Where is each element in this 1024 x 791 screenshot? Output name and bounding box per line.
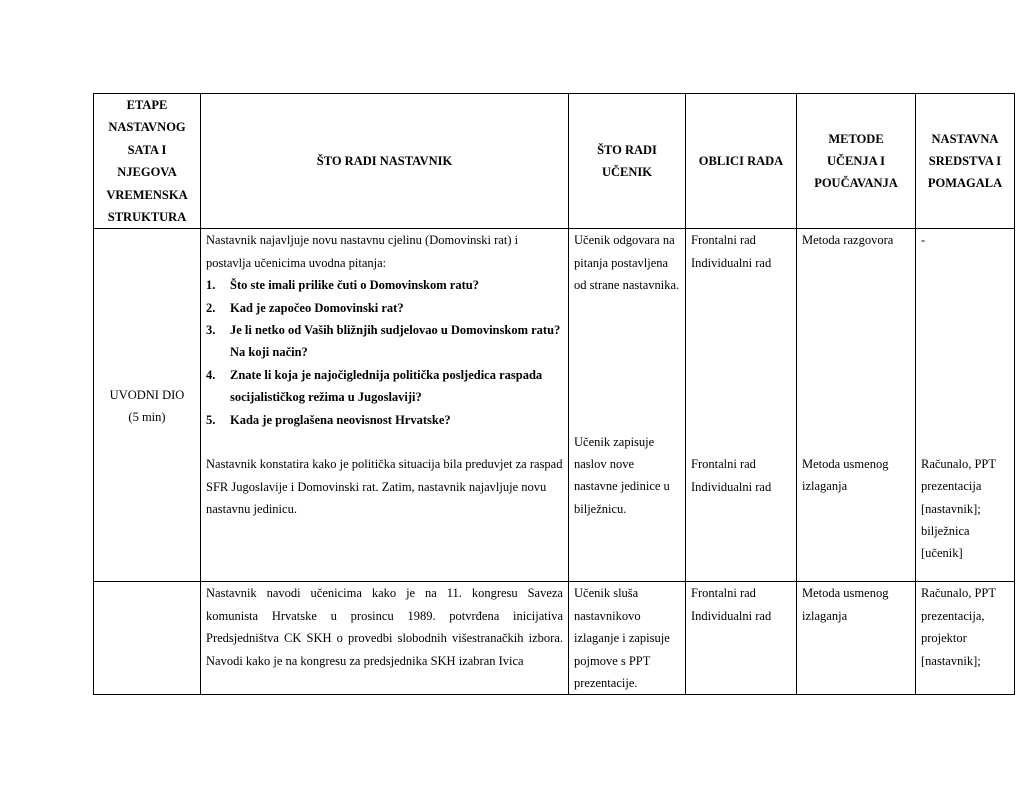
work-forms-cell: Frontalni rad Individualni rad Frontalni rad Individualni rad <box>686 229 797 582</box>
list-item: 4. Znate li koja je najočiglednija politička posljedica raspada socijalističkog režima u Jugoslaviji? <box>206 367 543 405</box>
stage-cell <box>94 229 201 582</box>
resources-second: Računalo, PPT prezentacija [nastavnik]; bilježnica [učenik] <box>921 456 996 561</box>
lesson-plan-table <box>93 93 1015 695</box>
header-methods: METODE UČENJA I POUČAVANJA <box>797 94 916 229</box>
header-teacher: ŠTO RADI NASTAVNIK <box>201 94 569 229</box>
resources-first: - <box>921 233 926 248</box>
header-resources: NASTAVNA SREDSTVA I POMAGALA <box>916 94 1015 229</box>
header-student: ŠTO RADI UČENIK <box>569 94 686 229</box>
resources-cell <box>916 229 1015 582</box>
resources-cell: Računalo, PPT prezentacija, projektor [nastavnik]; <box>916 582 1015 695</box>
teacher-activity-cell <box>201 229 569 582</box>
stage-name: UVODNI DIO <box>109 388 185 403</box>
header-work-forms: OBLICI RADA <box>686 94 797 229</box>
intro-questions-list <box>206 274 563 431</box>
stage-duration: (5 min) <box>128 410 166 425</box>
student-second-text: Učenik zapisuje naslov nove nastavne jedinice u bilježnicu. <box>574 434 670 516</box>
list-item: 2. Kad je započeo Domovinski rat? <box>206 300 404 315</box>
teacher-activity-cell: Nastavnik navodi učenicima kako je na 11. kongresu Saveza komunista Hrvatske u prosincu 1989. potvrđena inicijativa Predsjedništva CK SKH o provedbi slobodnih višestranačkih izbora. Navodi kako je na kongresu za predsjednika SKH izabran Ivica <box>201 582 569 695</box>
methods-cell <box>797 229 916 582</box>
student-activity-cell: Učenik sluša nastavnikovo izlaganje i zapisuje pojmove s PPT prezentacije. <box>569 582 686 695</box>
list-item: 3. Je li netko od Vaših bližnjih sudjelovao u Domovinskom ratu? Na koji način? <box>206 323 561 360</box>
methods-second: Metoda usmenog izlaganja <box>802 456 889 494</box>
table-row <box>94 229 1015 582</box>
teacher-intro-text: Nastavnik najavljuje novu nastavnu cjelinu (Domovinski rat) i postavlja učenicima uvodna pitanja: <box>206 233 519 270</box>
methods-first: Metoda razgovora <box>802 233 894 248</box>
student-first-text: Učenik odgovara na pitanja postavljena od strane nastavnika. <box>574 233 680 293</box>
header-stage: ETAPE NASTAVNOG SATA I NJEGOVA VREMENSKA STRUKTURA <box>94 94 201 229</box>
list-item: 5. Kada je proglašena neovisnost Hrvatske? <box>206 412 451 427</box>
student-activity-cell <box>569 229 686 582</box>
table-header-row <box>94 94 1015 229</box>
stage-cell-empty <box>94 582 201 695</box>
table-row <box>94 582 1015 695</box>
list-item: 1. Što ste imali prilike čuti o Domovinskom ratu? <box>206 278 479 293</box>
teacher-second-text: Nastavnik konstatira kako je politička situacija bila preduvjet za raspad SFR Jugoslavije i Domovinski rat. Zatim, nastavnik najavljuje novu nastavnu jedinicu. <box>206 457 563 516</box>
work-forms-cell: Frontalni rad Individualni rad <box>686 582 797 695</box>
methods-cell: Metoda usmenog izlaganja <box>797 582 916 695</box>
